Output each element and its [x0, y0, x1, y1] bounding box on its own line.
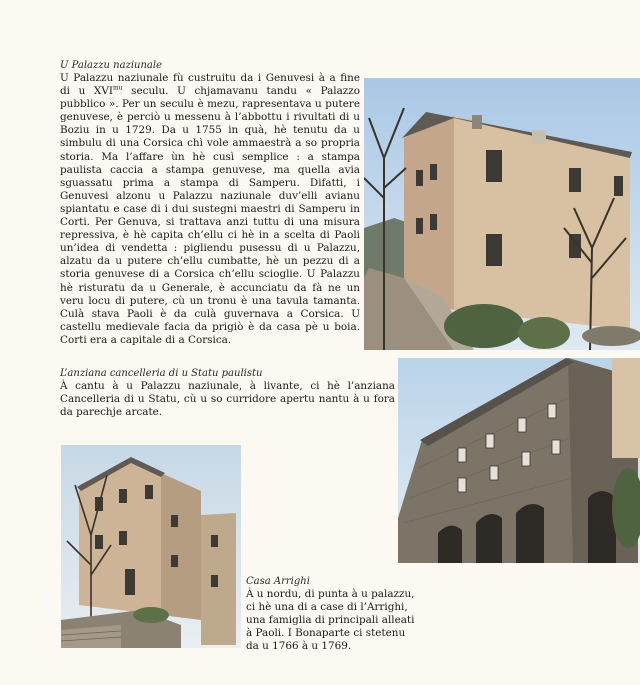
heading-palazzu: U Palazzu naziunale	[60, 60, 162, 71]
paragraph-arrighi: À u nordu, di punta à u palazzu, ci hè una di a case di l’Arrighi, una famiglia di principali alleati à Paoli. I Bonaparte ci stetenu da u 1766 à u 1769.	[246, 588, 415, 653]
heading-arrighi: Casa Arrighi	[246, 576, 310, 587]
heading-cancelleria: L’anziana cancelleria di u Statu paulistu	[60, 368, 263, 379]
century-superscript: mu	[112, 84, 123, 92]
photo-cancelleria	[398, 358, 640, 563]
photo-palazzu-naziunale	[364, 78, 640, 350]
paragraph-palazzu: U Palazzu naziunale fù custruitu da i Genuvesi à a fine di u $XVI^{mu}$ seculu. U chjamavanu tandu « Palazzo pubblico ». Per un seculu è mezu, rapresentava u putere genuvese, è perciò u messenu à l’abbottu i rivultati di u Boziu in u 1729. Da u 1755 in quà, hè tenutu da u simbulu di una Corsica chì vole ammaestrà a so propria storia. Ma l’affare ùn hè cusì semplice : a stampa paulista caccia a stampa genuvese, ma quella avia sguassatu prima a stampa di Samperu. Difatti, i Genuvesi alzonu u Palazzu naziunale duv’elli avianu spiantatu e case di i dui sustegni maestri di Samperu in Corti. Per Genuva, si trattava anzi tuttu di una misura repressiva, è hè capita ch’ellu ci hè in a scelta di Paoli un’idea di vendetta : pigliendu pusessu di u Palazzu, alzatu da u putere ch’ellu cumbatte, hè un pezzu di a storia genuvese di a Corsica ch’ellu scioglie. U Palazzu hè risturatu da u Generale, è accunciatu da fà ne un veru locu di putere, cù un tronu è una tavula tamanta. Culà stava Paoli è da culà guvernava a Corsica. U castellu medievale facia da prigiò è da casa pè u boia. Corti era a capitale di a Corsica.	[60, 72, 361, 346]
section-palazzu	[60, 59, 360, 347]
section-arrighi	[246, 575, 416, 653]
section-cancelleria	[60, 367, 395, 419]
paragraph-cancelleria: À cantu à u Palazzu naziunale, à livante, ci hè l’anziana Cancelleria di u Statu, cù u so curridore apertu nantu à u fora da parechje arcate.	[60, 380, 395, 419]
photo-casa-arrighi	[61, 445, 241, 648]
